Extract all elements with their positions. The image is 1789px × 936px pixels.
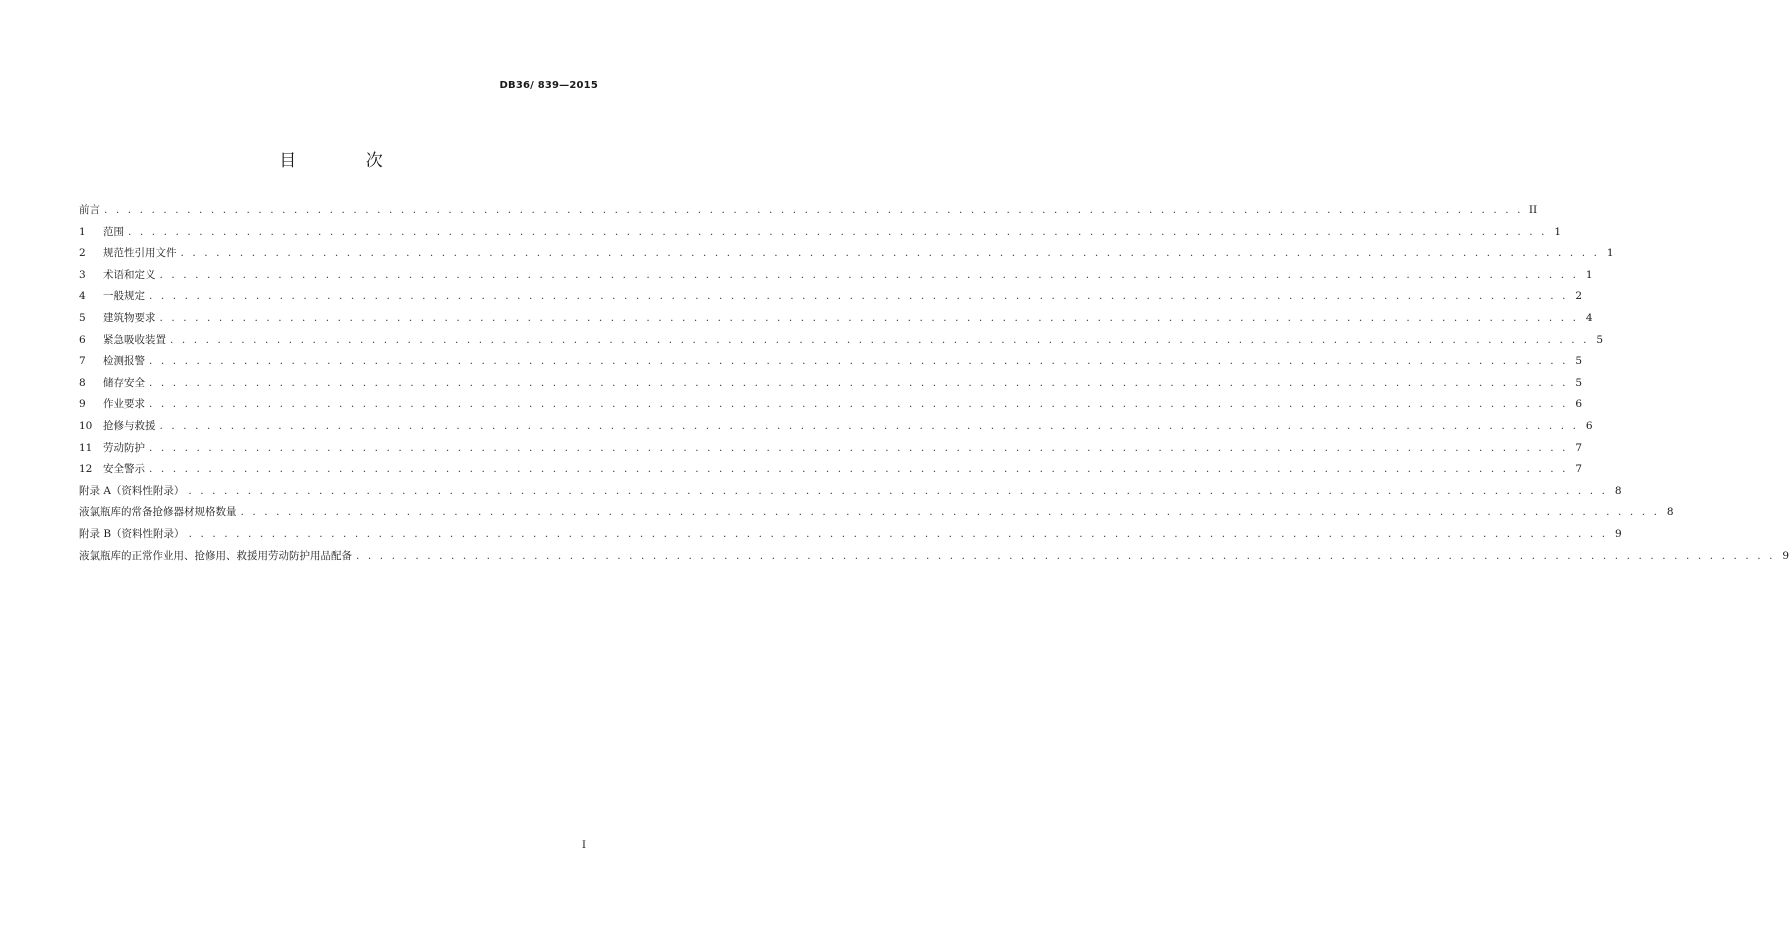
toc-entry-title: 一般规定 bbox=[103, 290, 145, 303]
toc-entry[interactable] bbox=[79, 351, 1583, 373]
toc-entry[interactable] bbox=[79, 200, 1538, 222]
toc-leader-dots: . . . . . . . . . . . . . . . . . . . . . . . . . . . . . . . . . . . . . . . . . . . . . . . . . . . . . . . . . . . . . . . . . . . . . . . . . . . . . . . . . . . . . . . . . . . . . . . . . . . . . . . . . . . . . . . . . . . . . . . . bbox=[180, 247, 1600, 260]
toc-entry[interactable] bbox=[79, 502, 1674, 524]
toc-leader-dots: . . . . . . . . . . . . . . . . . . . . . . . . . . . . . . . . . . . . . . . . . . . . . . . . . . . . . . . . . . . . . . . . . . . . . . . . . . . . . . . . . . . . . . . . . . . . . . . . . . . . . . . . . . . . . . . . . . . . . . . . bbox=[159, 311, 1579, 324]
page-title: 目 次 bbox=[279, 151, 415, 171]
toc-leader-dots: . . . . . . . . . . . . . . . . . . . . . . . . . . . . . . . . . . . . . . . . . . . . . . . . . . . . . . . . . . . . . . . . . . . . . . . . . . . . . . . . . . . . . . . . . . . . . . . . . . . . . . . . . . . . . . . . . . . . . . . . bbox=[104, 204, 1524, 216]
toc-entry-page: 1 bbox=[1554, 225, 1562, 238]
toc-entry-title: 抢修与救援 bbox=[103, 419, 156, 432]
toc-entry-number: 2 bbox=[79, 247, 86, 260]
toc-entry[interactable] bbox=[79, 416, 1593, 438]
toc-entry-title: 术语和定义 bbox=[103, 268, 156, 281]
toc-entry[interactable] bbox=[79, 222, 1562, 244]
toc-entry-page: 8 bbox=[1666, 506, 1674, 519]
toc-entry-number: 5 bbox=[79, 311, 86, 324]
toc-entry[interactable] bbox=[79, 265, 1593, 287]
toc-entry-number: 7 bbox=[79, 355, 86, 368]
toc-entry-number: 10 bbox=[79, 419, 93, 432]
toc-entry-page: 8 bbox=[1614, 484, 1622, 497]
toc-entry-page: 1 bbox=[1606, 247, 1614, 260]
toc-leader-dots: . . . . . . . . . . . . . . . . . . . . . . . . . . . . . . . . . . . . . . . . . . . . . . . . . . . . . . . . . . . . . . . . . . . . . . . . . . . . . . . . . . . . . . . . . . . . . . . . . . . . . . . . . . . . . . . . . . . . . . . . bbox=[170, 333, 1590, 346]
toc-entry[interactable] bbox=[79, 546, 1789, 568]
toc-entry-number: 9 bbox=[79, 398, 86, 411]
toc-entry-title: 前言 bbox=[79, 204, 100, 216]
toc-entry-title: 建筑物要求 bbox=[103, 311, 156, 324]
toc-entry-title: 规范性引用文件 bbox=[103, 247, 177, 260]
toc-entry-page: 6 bbox=[1585, 419, 1593, 432]
toc-leader-dots: . . . . . . . . . . . . . . . . . . . . . . . . . . . . . . . . . . . . . . . . . . . . . . . . . . . . . . . . . . . . . . . . . . . . . . . . . . . . . . . . . . . . . . . . . . . . . . . . . . . . . . . . . . . . . . . . . . . . . . . . bbox=[356, 549, 1776, 562]
toc-entry-title: 检测报警 bbox=[103, 355, 145, 368]
toc-entry[interactable] bbox=[79, 394, 1583, 416]
toc-entry-title: 范围 bbox=[103, 225, 124, 238]
toc-entry-page: 4 bbox=[1585, 311, 1593, 324]
toc-leader-dots: . . . . . . . . . . . . . . . . . . . . . . . . . . . . . . . . . . . . . . . . . . . . . . . . . . . . . . . . . . . . . . . . . . . . . . . . . . . . . . . . . . . . . . . . . . . . . . . . . . . . . . . . . . . . . . . . . . . . . . . . bbox=[159, 268, 1579, 281]
toc-entry-title: 液氯瓶库的常备抢修器材规格数量 bbox=[79, 506, 237, 519]
toc-entry-page: 7 bbox=[1575, 463, 1583, 476]
toc-entry-page: 5 bbox=[1575, 376, 1583, 389]
toc-entry-page: 5 bbox=[1596, 333, 1604, 346]
toc-entry-number: 11 bbox=[79, 441, 93, 454]
toc-leader-dots: . . . . . . . . . . . . . . . . . . . . . . . . . . . . . . . . . . . . . . . . . . . . . . . . . . . . . . . . . . . . . . . . . . . . . . . . . . . . . . . . . . . . . . . . . . . . . . . . . . . . . . . . . . . . . . . . . . . . . . . . bbox=[188, 527, 1608, 540]
toc-entry[interactable] bbox=[79, 243, 1614, 265]
toc-entry[interactable] bbox=[79, 330, 1604, 352]
toc-leader-dots: . . . . . . . . . . . . . . . . . . . . . . . . . . . . . . . . . . . . . . . . . . . . . . . . . . . . . . . . . . . . . . . . . . . . . . . . . . . . . . . . . . . . . . . . . . . . . . . . . . . . . . . . . . . . . . . . . . . . . . . . bbox=[240, 506, 1660, 519]
toc-entry-title: 附录 A（资料性附录） bbox=[79, 484, 185, 497]
toc-entry[interactable] bbox=[79, 481, 1622, 503]
toc-entry-number: 1 bbox=[79, 225, 86, 238]
toc-leader-dots: . . . . . . . . . . . . . . . . . . . . . . . . . . . . . . . . . . . . . . . . . . . . . . . . . . . . . . . . . . . . . . . . . . . . . . . . . . . . . . . . . . . . . . . . . . . . . . . . . . . . . . . . . . . . . . . . . . . . . . . . bbox=[188, 484, 1608, 497]
toc-entry-page: 5 bbox=[1575, 355, 1583, 368]
toc-entry-title: 紧急吸收装置 bbox=[103, 333, 166, 346]
toc-entry-number: 4 bbox=[79, 290, 86, 303]
toc-entry-title: 作业要求 bbox=[103, 398, 145, 411]
toc-leader-dots: . . . . . . . . . . . . . . . . . . . . . . . . . . . . . . . . . . . . . . . . . . . . . . . . . . . . . . . . . . . . . . . . . . . . . . . . . . . . . . . . . . . . . . . . . . . . . . . . . . . . . . . . . . . . . . . . . . . . . . . . bbox=[149, 376, 1569, 389]
toc-entry-number: 12 bbox=[79, 463, 93, 476]
standard-code: DB36/ 839—2015 bbox=[499, 80, 598, 91]
toc-entry-page: 7 bbox=[1575, 441, 1583, 454]
toc-entry[interactable] bbox=[79, 438, 1583, 460]
toc-entry[interactable] bbox=[79, 373, 1583, 395]
toc-entry-number: 3 bbox=[79, 268, 86, 281]
toc-entry-title: 安全警示 bbox=[103, 463, 145, 476]
toc-entry[interactable] bbox=[79, 286, 1583, 308]
toc-entry-page: 9 bbox=[1782, 549, 1789, 562]
toc-entry-page: 9 bbox=[1614, 527, 1622, 540]
toc-entry-number: 6 bbox=[79, 333, 86, 346]
toc-leader-dots: . . . . . . . . . . . . . . . . . . . . . . . . . . . . . . . . . . . . . . . . . . . . . . . . . . . . . . . . . . . . . . . . . . . . . . . . . . . . . . . . . . . . . . . . . . . . . . . . . . . . . . . . . . . . . . . . . . . . . . . . bbox=[149, 463, 1569, 476]
toc-entry-title: 附录 B（资料性附录） bbox=[79, 527, 185, 540]
toc-leader-dots: . . . . . . . . . . . . . . . . . . . . . . . . . . . . . . . . . . . . . . . . . . . . . . . . . . . . . . . . . . . . . . . . . . . . . . . . . . . . . . . . . . . . . . . . . . . . . . . . . . . . . . . . . . . . . . . . . . . . . . . . bbox=[149, 290, 1569, 303]
toc-leader-dots: . . . . . . . . . . . . . . . . . . . . . . . . . . . . . . . . . . . . . . . . . . . . . . . . . . . . . . . . . . . . . . . . . . . . . . . . . . . . . . . . . . . . . . . . . . . . . . . . . . . . . . . . . . . . . . . . . . . . . . . . bbox=[149, 355, 1569, 368]
toc-entry-page: 2 bbox=[1575, 290, 1583, 303]
toc-leader-dots: . . . . . . . . . . . . . . . . . . . . . . . . . . . . . . . . . . . . . . . . . . . . . . . . . . . . . . . . . . . . . . . . . . . . . . . . . . . . . . . . . . . . . . . . . . . . . . . . . . . . . . . . . . . . . . . . . . . . . . . . bbox=[159, 419, 1579, 432]
toc-entry-number: 8 bbox=[79, 376, 86, 389]
table-of-contents bbox=[79, 200, 1789, 567]
toc-entry-page: 6 bbox=[1575, 398, 1583, 411]
toc-entry-title: 劳动防护 bbox=[103, 441, 145, 454]
toc-entry[interactable] bbox=[79, 524, 1622, 546]
toc-entry[interactable] bbox=[79, 308, 1593, 330]
toc-entry-title: 储存安全 bbox=[103, 376, 145, 389]
toc-leader-dots: . . . . . . . . . . . . . . . . . . . . . . . . . . . . . . . . . . . . . . . . . . . . . . . . . . . . . . . . . . . . . . . . . . . . . . . . . . . . . . . . . . . . . . . . . . . . . . . . . . . . . . . . . . . . . . . . . . . . . . . . bbox=[149, 441, 1569, 454]
toc-entry-page: 1 bbox=[1585, 268, 1593, 281]
page-number: I bbox=[582, 840, 586, 851]
toc-leader-dots: . . . . . . . . . . . . . . . . . . . . . . . . . . . . . . . . . . . . . . . . . . . . . . . . . . . . . . . . . . . . . . . . . . . . . . . . . . . . . . . . . . . . . . . . . . . . . . . . . . . . . . . . . . . . . . . . . . . . . . . . bbox=[149, 398, 1569, 411]
toc-leader-dots: . . . . . . . . . . . . . . . . . . . . . . . . . . . . . . . . . . . . . . . . . . . . . . . . . . . . . . . . . . . . . . . . . . . . . . . . . . . . . . . . . . . . . . . . . . . . . . . . . . . . . . . . . . . . . . . . . . . . . . . . bbox=[128, 225, 1548, 238]
toc-entry-title: 液氯瓶库的正常作业用、抢修用、救援用劳动防护用品配备 bbox=[79, 549, 352, 562]
toc-entry-page: II bbox=[1528, 204, 1538, 216]
toc-entry[interactable] bbox=[79, 459, 1583, 481]
